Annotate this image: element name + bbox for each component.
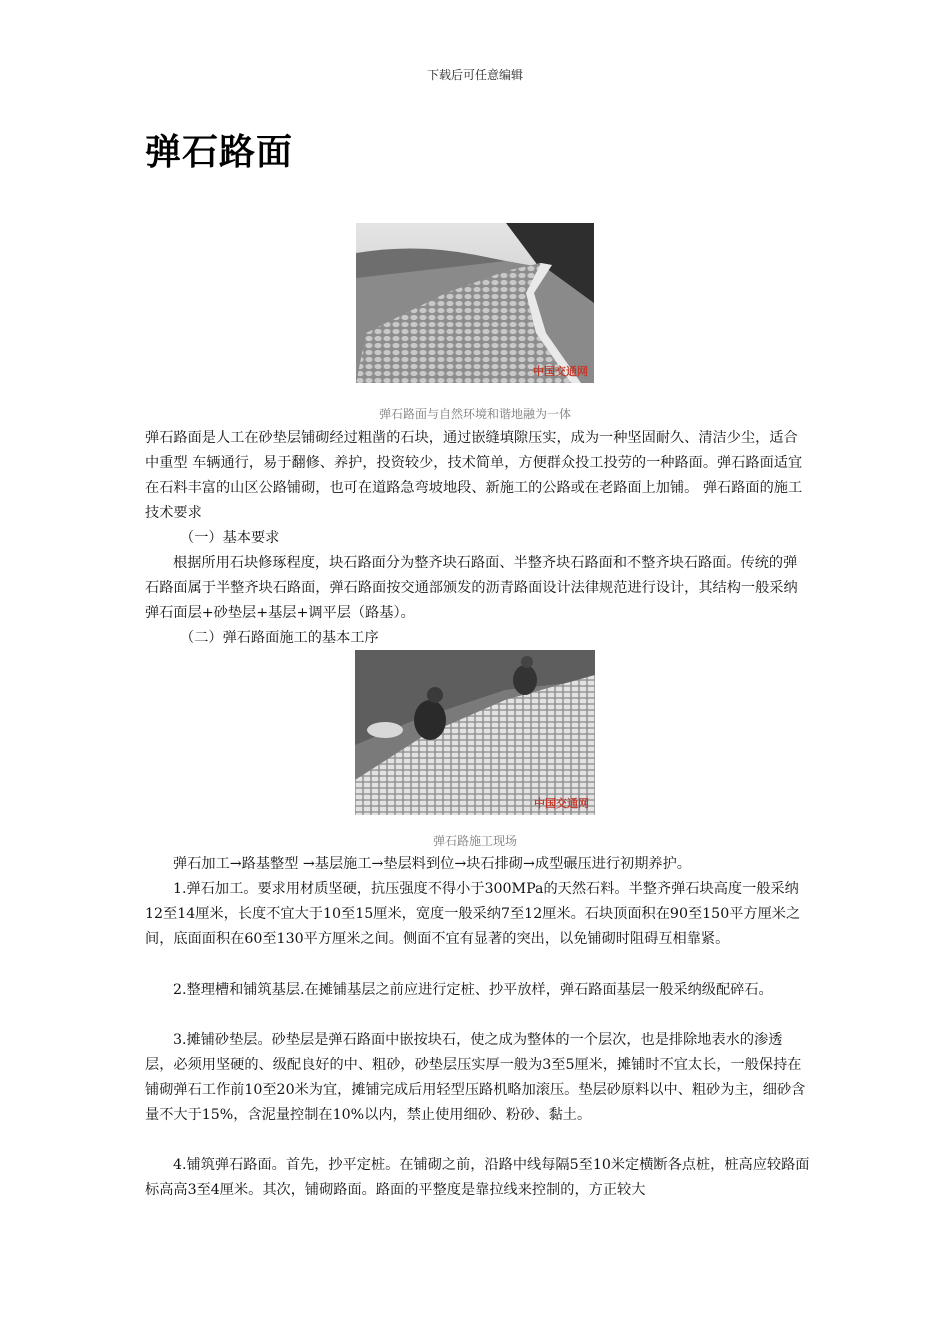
photo-watermark: 中国交通网 — [533, 365, 588, 378]
section-heading: （一）基本要求 — [180, 530, 280, 546]
intro-paragraph: 弹石路面是人工在砂垫层铺砌经过粗凿的石块，通过嵌缝填隙压实，成为一种坚固耐久、清洁少尘，适合中重型 车辆通行，易于翻修、养护，投资较少，技术简单，方便群众投工投劳的一种路面。弹石路面适宜在石料丰富的山区公路铺砌，也可在道路急弯坡地段、新施工的公路或在老路面上加铺。 弹石路面的施工技术要求 — [145, 430, 803, 521]
step-paragraph: 2.整理槽和铺筑基层.在摊铺基层之前应进行定桩、抄平放样，弹石路面基层一般采纳级配碎石。 — [173, 982, 773, 998]
page-title: 弹石路面 — [145, 132, 294, 173]
road-photo — [356, 223, 594, 383]
section-body: 根据所用石块修琢程度，块石路面分为整齐块石路面、半整齐块石路面和不整齐块石路面。传统的弹石路面属于半整齐块石路面，弹石路面按交通部颁发的沥青路面设计法律规范进行设计，其结构一般采纳弹石面层+砂垫层+基层+调平层（路基）。 — [145, 555, 798, 621]
step-paragraph: 4.铺筑弹石路面。首先，抄平定桩。在铺砌之前，沿路中线每隔5至10米定横断各点桩，桩高应较路面标高高3至4厘米。其次，铺砌路面。路面的平整度是靠拉线来控制的，方正较大 — [145, 1157, 810, 1198]
step-paragraph: 3.摊铺砂垫层。砂垫层是弹石路面中嵌按块石，使之成为整体的一个层次，也是排除地表水的渗透层，必须用坚硬的、级配良好的中、粗砂，砂垫层压实厚一般为3至5厘米，摊铺时不宜太长，一般保持在铺砌弹石工作前10至20米为宜，摊铺完成后用轻型压路机略加滚压。垫层砂原料以中、粗砂为主，细砂含量不大于15%，含泥量控制在10%以内，禁止使用细砂、粉砂、黏土。 — [145, 1032, 806, 1123]
photo-watermark: 中国交通网 — [534, 797, 589, 810]
process-flow: 弹石加工→路基整型 →基层施工→垫层料到位→块石排砌→成型碾压进行初期养护。 — [173, 856, 691, 872]
construction-photo — [355, 650, 595, 815]
figure-caption: 弹石路施工现场 — [432, 834, 517, 848]
header-note: 下载后可任意编辑 — [426, 68, 523, 82]
step-paragraph: 1.弹石加工。要求用材质坚硬，抗压强度不得小于300MPa的天然石料。半整齐弹石块高度一般采纳12至14厘米，长度不宜大于10至15厘米，宽度一般采纳7至12厘米。石块顶面积在90至150平方厘米之间，底面面积在60至130平方厘米之间。侧面不宜有显著的突出，以免铺砌时阻碍互相靠紧。 — [145, 881, 801, 947]
figure-caption: 弹石路面与自然环境和谐地融为一体 — [378, 407, 571, 421]
section-heading: （二）弹石路面施工的基本工序 — [180, 630, 379, 646]
